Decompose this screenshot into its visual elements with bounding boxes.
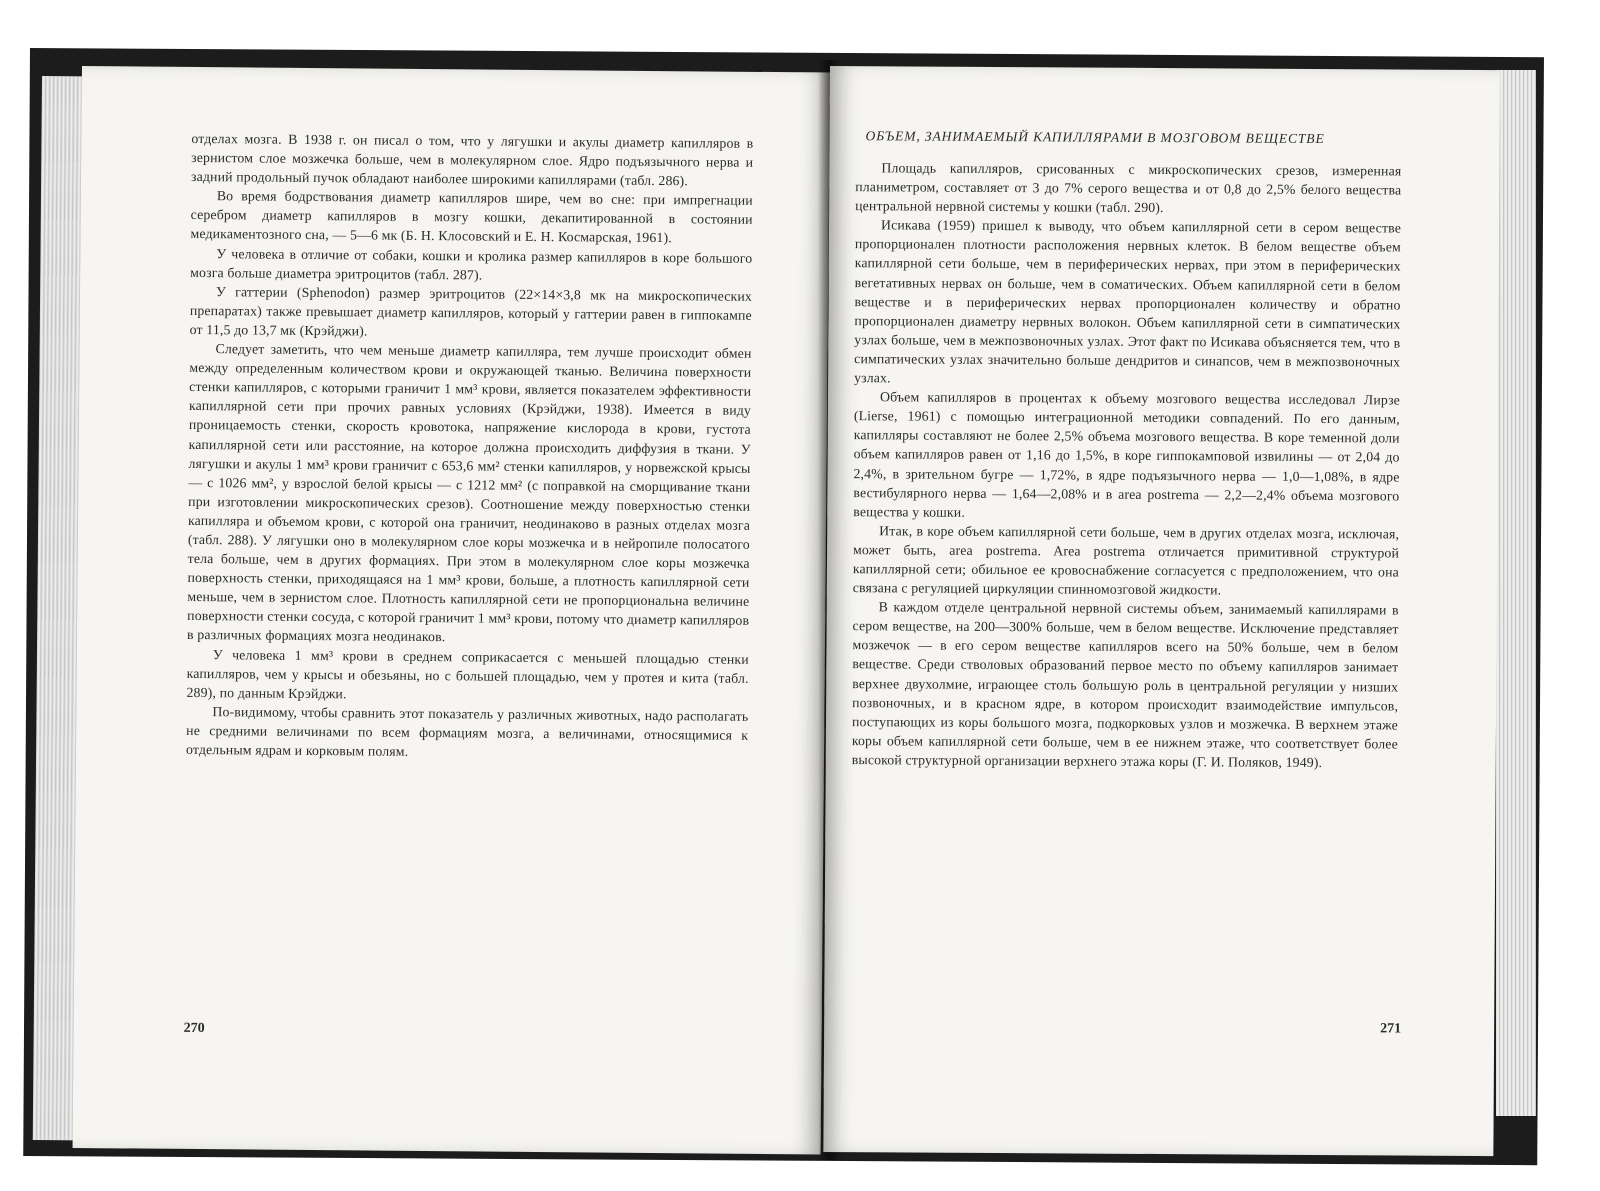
paragraph: Итак, в коре объем капиллярной сети больше, чем в других отделах мозга, исключая, может быть, area postrema. Area postrema отличается примитивной структурой капиллярной сети; обильное ее кровоснабжение согласуется с предположением, что она связана с регуляцией циркуляции спинномозговой жидкости. <box>852 523 1400 598</box>
page-number-left: 270 <box>183 1020 205 1037</box>
right-page-text <box>852 158 1402 772</box>
paragraph: У человека в отличие от собаки, кошки и кролика размер капилляров в коре большого мозга больше диаметра эритроцитов (табл. 287). <box>190 245 753 283</box>
paragraph: Следует заметить, что чем меньше диаметр капилляра, тем лучше происходит обмен между определенным количеством крови и окружающей тканью. Величина поверхности стенки капилляров, с которыми граничит 1 мм³ крови, является показателем эффективности капиллярной сети при прочих равных условиях (Крэйджи, 1938). Имеется в виду проницаемость стенки, скорость кровотока, напряжение кислорода в крови, густота капиллярной сети или расстояние, на которое должна происходить диффузия в ткани. У лягушки и акулы 1 мм³ крови граничит с 653,6 мм² стенки капилляров, у норвежской крысы — с 1026 мм², у взрослой белой крысы — с 1212 мм² (с поправкой на сморщивание ткани при изготовлении микроскопических срезов). Соотношение между поверхностью стенки капилляра и объемом крови, с которой она граничит, неодинаково в разных отделах мозга (табл. 288). У лягушки оно в молекулярном слое коры мозжечка и в нейропиле полосатого тела больше, чем в других формациях. При этом в молекулярном слое коры мозжечка поверхность стенки, приходящаяся на 1 мм³ крови, больше, а плотность капиллярной сети меньше, чем в зернистом слое. Плотность капиллярной сети не пропорциональна величине поверхности стенки сосуда, с которой граничит 1 мм³ крови, потому что диаметр капилляров в различных формациях мозга неодинаков. <box>186 341 752 645</box>
paragraph: отделах мозга. В 1938 г. он писал о том, что у лягушки и акулы диаметр капилляров в зернистом слое мозжечка больше, чем в молекулярном слое. Ядро подъязычного нерва и задний продольный пучок обладают наиболее широкими капиллярами (табл. 286). <box>190 130 754 189</box>
paragraph: В каждом отделе центральной нервной системы объем, занимаемый капиллярами в сером веществе, на 200—300% больше, чем в белом веществе. Исключение представляет мозжечок — в его сером веществе капилляров всего на 50% больше, чем в белом веществе. Среди стволовых образований первое место по объему капилляров занимает верхнее двухолмие, играющее столь большую роль в центральной регуляции у низших позвоночных, и в красном ядре, в котором происходит взаимодействие импульсов, поступающих из коры большого мозга, подкорковых узлов и мозжечка. В верхнем этаже коры объем капиллярной сети больше, чем в ее нижнем этаже, что соответствует более высокой структурной организации верхнего этажа коры (Г. И. Поляков, 1949). <box>851 599 1399 770</box>
paragraph: По-видимому, чтобы сравнить этот показатель у различных животных, надо располагать не средними величинами по всем формациям мозга, а величинами, относящимися к отдельным ядрам и корковым полям. <box>185 703 749 759</box>
page-number-right: 271 <box>1380 1021 1402 1037</box>
paragraph: У человека 1 мм³ крови в среднем соприкасается с меньшей площадью стенки капилляров, чем у крысы и обезьяны, но с большей площадью, чем у протея и кита (табл. 289), по данным Крэйджи. <box>186 646 749 702</box>
paragraph: Площадь капилляров, срисованных с микроскопических срезов, измеренная планиметром, составляет от 3 до 7% серого вещества и от 0,8 до 2,5% белого вещества центральной нервной системы у кошки (табл. 290). <box>855 160 1402 216</box>
right-page <box>823 66 1500 1156</box>
paragraph: Объем капилляров в процентах к объему мозгового вещества исследовал Лирзе (Lierse, 1961) с помощью интеграционной методики совпадений. По его данным, капилляры составляют не более 2,5% объема мозгового вещества. В коре теменной доли объем капилляров равен от 1,16 до 1,5%, в коре гиппокамповой извилины — от 2,04 до 2,4%, в зрительном бугре — 1,72%, в ядре подъязычного нерва — 1,0—1,08%, в ядре вестибулярного нерва — 1,64—2,08% и в area postrema — 2,2—2,4% объема мозгового вещества у кошки. <box>853 389 1401 520</box>
left-page <box>73 66 830 1154</box>
running-head: ОБЪЕМ, ЗАНИМАЕМЫЙ КАПИЛЛЯРАМИ В МОЗГОВОМ ВЕЩЕСТВЕ <box>865 128 1325 147</box>
paragraph: У гаттерии (Sphenodon) размер эритроцитов (22×14×3,8 мк на микроскопических препаратах) также превышает диаметр капилляров, который у гаттерии равен в гиппокампе от 11,5 до 13,7 мк (Крэйджи). <box>189 283 753 339</box>
left-page-text <box>186 129 753 764</box>
paragraph: Во время бодрствования диаметр капилляров шире, чем во сне: при импрегнации серебром диаметр капилляров в мозгу кошки, декапитированной в состоянии медикаментозного сна, — 5—6 мк (Б. Н. Клосовский и Е. Н. Космарская, 1961). <box>190 188 753 246</box>
right-page-edges <box>1496 70 1536 1116</box>
paragraph: Исикава (1959) пришел к выводу, что объем капиллярной сети в сером веществе пропорционален плотности расположения нервных клеток. В белом веществе объем капиллярной сети больше, чем в периферических нервах, при этом в периферических вегетативных нервах он больше, чем в соматических. Объем капиллярной сети в белом веществе и в периферических нервах пропорционален количеству и обратно пропорционален диаметру нервных волокон. Объем капиллярной сети в симпатических узлах больше, чем в межпозвоночных узлах. Этот факт по Исикава объясняется тем, что в симпатических узлах значительно больше дендритов и синапсов, чем в межпозвоночных узлах. <box>854 217 1402 386</box>
